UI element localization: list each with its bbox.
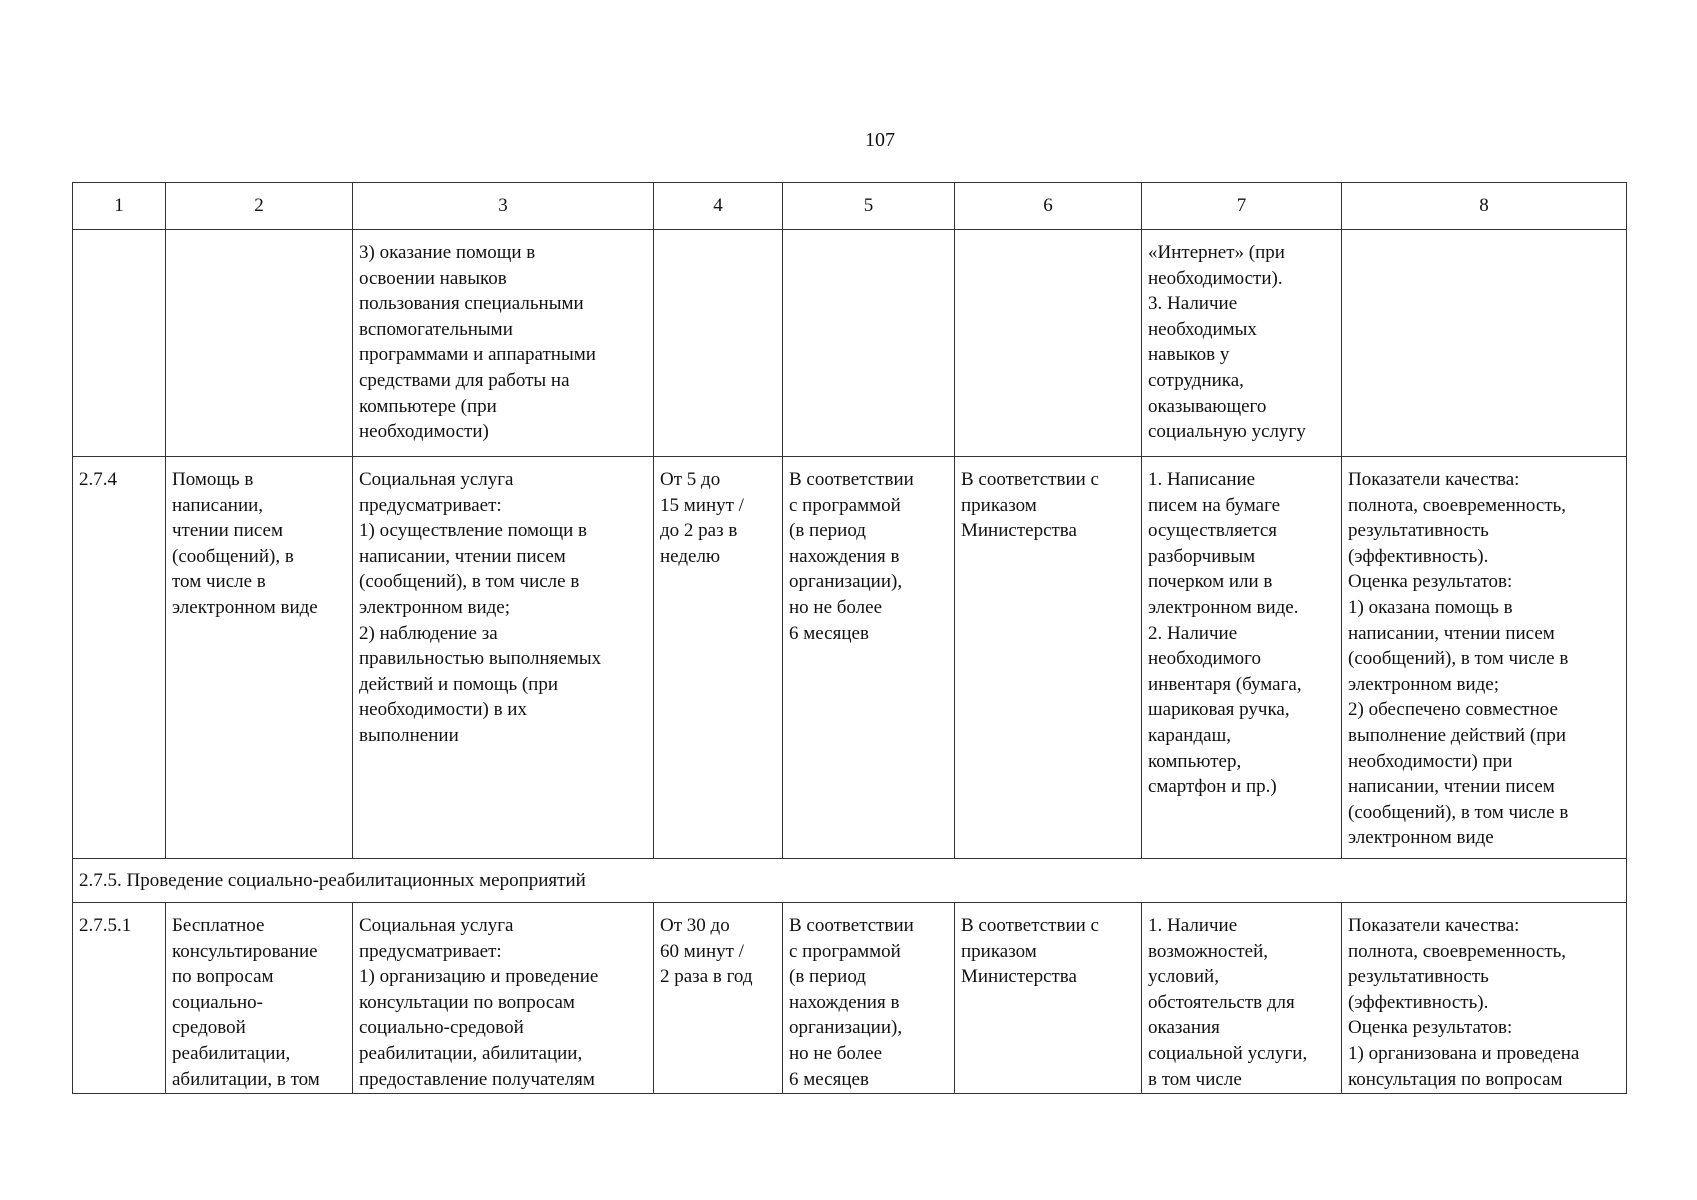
service-description: Социальная услуга предусматривает: 1) организацию и проведение консультации по вопросам социально-средовой реабилитации, абилитации, предоставление получателям (359, 915, 599, 1090)
table-cell (654, 903, 783, 1094)
table-cell (783, 457, 955, 859)
service-conditions: 1. Написание писем на бумаге осуществляется разборчивым почерком или в электронном виде. 2. Наличие необходимого инвентаря (бумага, шариковая ручка, карандаш, компьютер, смартфон и пр.) (1148, 469, 1302, 798)
service-cost: В соответствии с приказом Министерства (961, 915, 1099, 988)
table-cell (166, 230, 353, 457)
column-header-6: 6 (955, 183, 1142, 230)
service-description: Социальная услуга предусматривает: 1) осуществление помощи в написании, чтении писем (сообщений), в том числе в электронном виде; 2) наблюдение за правильностью выполняемых действий и помощь (при необходимости) в их выполнении (359, 469, 602, 746)
table-cell (166, 457, 353, 859)
column-header-3: 3 (353, 183, 654, 230)
table-row (73, 903, 1627, 1094)
service-period: В соответствии с программой (в период нахождения в организации), но не более 6 месяцев (789, 469, 914, 644)
table-cell (654, 230, 783, 457)
service-name: Помощь в написании, чтении писем (сообщений), в том числе в электронном виде (172, 469, 318, 618)
table-cell (955, 903, 1142, 1094)
column-header-1: 1 (73, 183, 166, 230)
table-cell (166, 903, 353, 1094)
table-cell (353, 457, 654, 859)
quality-indicators: Показатели качества: полнота, своевременность, результативность (эффективность). Оценка результатов: 1) организована и проведена консультация по вопросам (1348, 915, 1580, 1090)
table-cell (1342, 457, 1627, 859)
table-cell (353, 230, 654, 457)
services-table (72, 182, 1627, 1094)
table-row (73, 457, 1627, 859)
cell-text: 3) оказание помощи в освоении навыков пользования специальными вспомогательными программами и аппаратными средствами для работы на компьютере (при необходимости) (359, 242, 596, 443)
cell-text: «Интернет» (при необходимости). 3. Наличие необходимых навыков у сотрудника, оказывающего социальную услугу (1148, 242, 1306, 443)
column-header-8: 8 (1342, 183, 1627, 230)
table-cell (73, 230, 166, 457)
table-cell (73, 457, 166, 859)
service-conditions: 1. Наличие возможностей, условий, обстоятельств для оказания социальной услуги, в том числе (1148, 915, 1308, 1090)
column-header-4: 4 (654, 183, 783, 230)
table-cell (1342, 230, 1627, 457)
service-duration: От 30 до 60 минут / 2 раза в год (660, 915, 753, 988)
row-number: 2.7.5.1 (79, 915, 132, 936)
quality-indicators: Показатели качества: полнота, своевременность, результативность (эффективность). Оценка результатов: 1) оказана помощь в написании, чтении писем (сообщений), в том числе в электронном виде; 2) обеспечено совместное выполнение действий (при необходимости) при написании, чтении писем (сообщений), в том числе в электронном виде (1348, 469, 1569, 849)
service-name: Бесплатное консультирование по вопросам социально- средовой реабилитации, абилитации, в том (172, 915, 320, 1090)
table-cell (783, 230, 955, 457)
table-cell (654, 457, 783, 859)
service-period: В соответствии с программой (в период нахождения в организации), но не более 6 месяцев (789, 915, 914, 1090)
table-cell (783, 903, 955, 1094)
table-cell (1142, 230, 1342, 457)
table-cell (955, 457, 1142, 859)
service-duration: От 5 до 15 минут / до 2 раз в неделю (660, 469, 744, 567)
column-header-2: 2 (166, 183, 353, 230)
column-header-5: 5 (783, 183, 955, 230)
table-cell (73, 903, 166, 1094)
table-row (73, 230, 1627, 457)
table-cell (353, 903, 654, 1094)
service-cost: В соответствии с приказом Министерства (961, 469, 1099, 542)
section-heading-row (73, 859, 1627, 903)
table-cell (1142, 457, 1342, 859)
page-number: 107 (865, 129, 895, 151)
table-cell (1342, 903, 1627, 1094)
table-cell (1142, 903, 1342, 1094)
section-heading: 2.7.5. Проведение социально-реабилитационных мероприятий (73, 859, 1627, 903)
table-cell (955, 230, 1142, 457)
table-header-row (73, 183, 1627, 230)
row-number: 2.7.4 (79, 469, 117, 490)
column-header-7: 7 (1142, 183, 1342, 230)
